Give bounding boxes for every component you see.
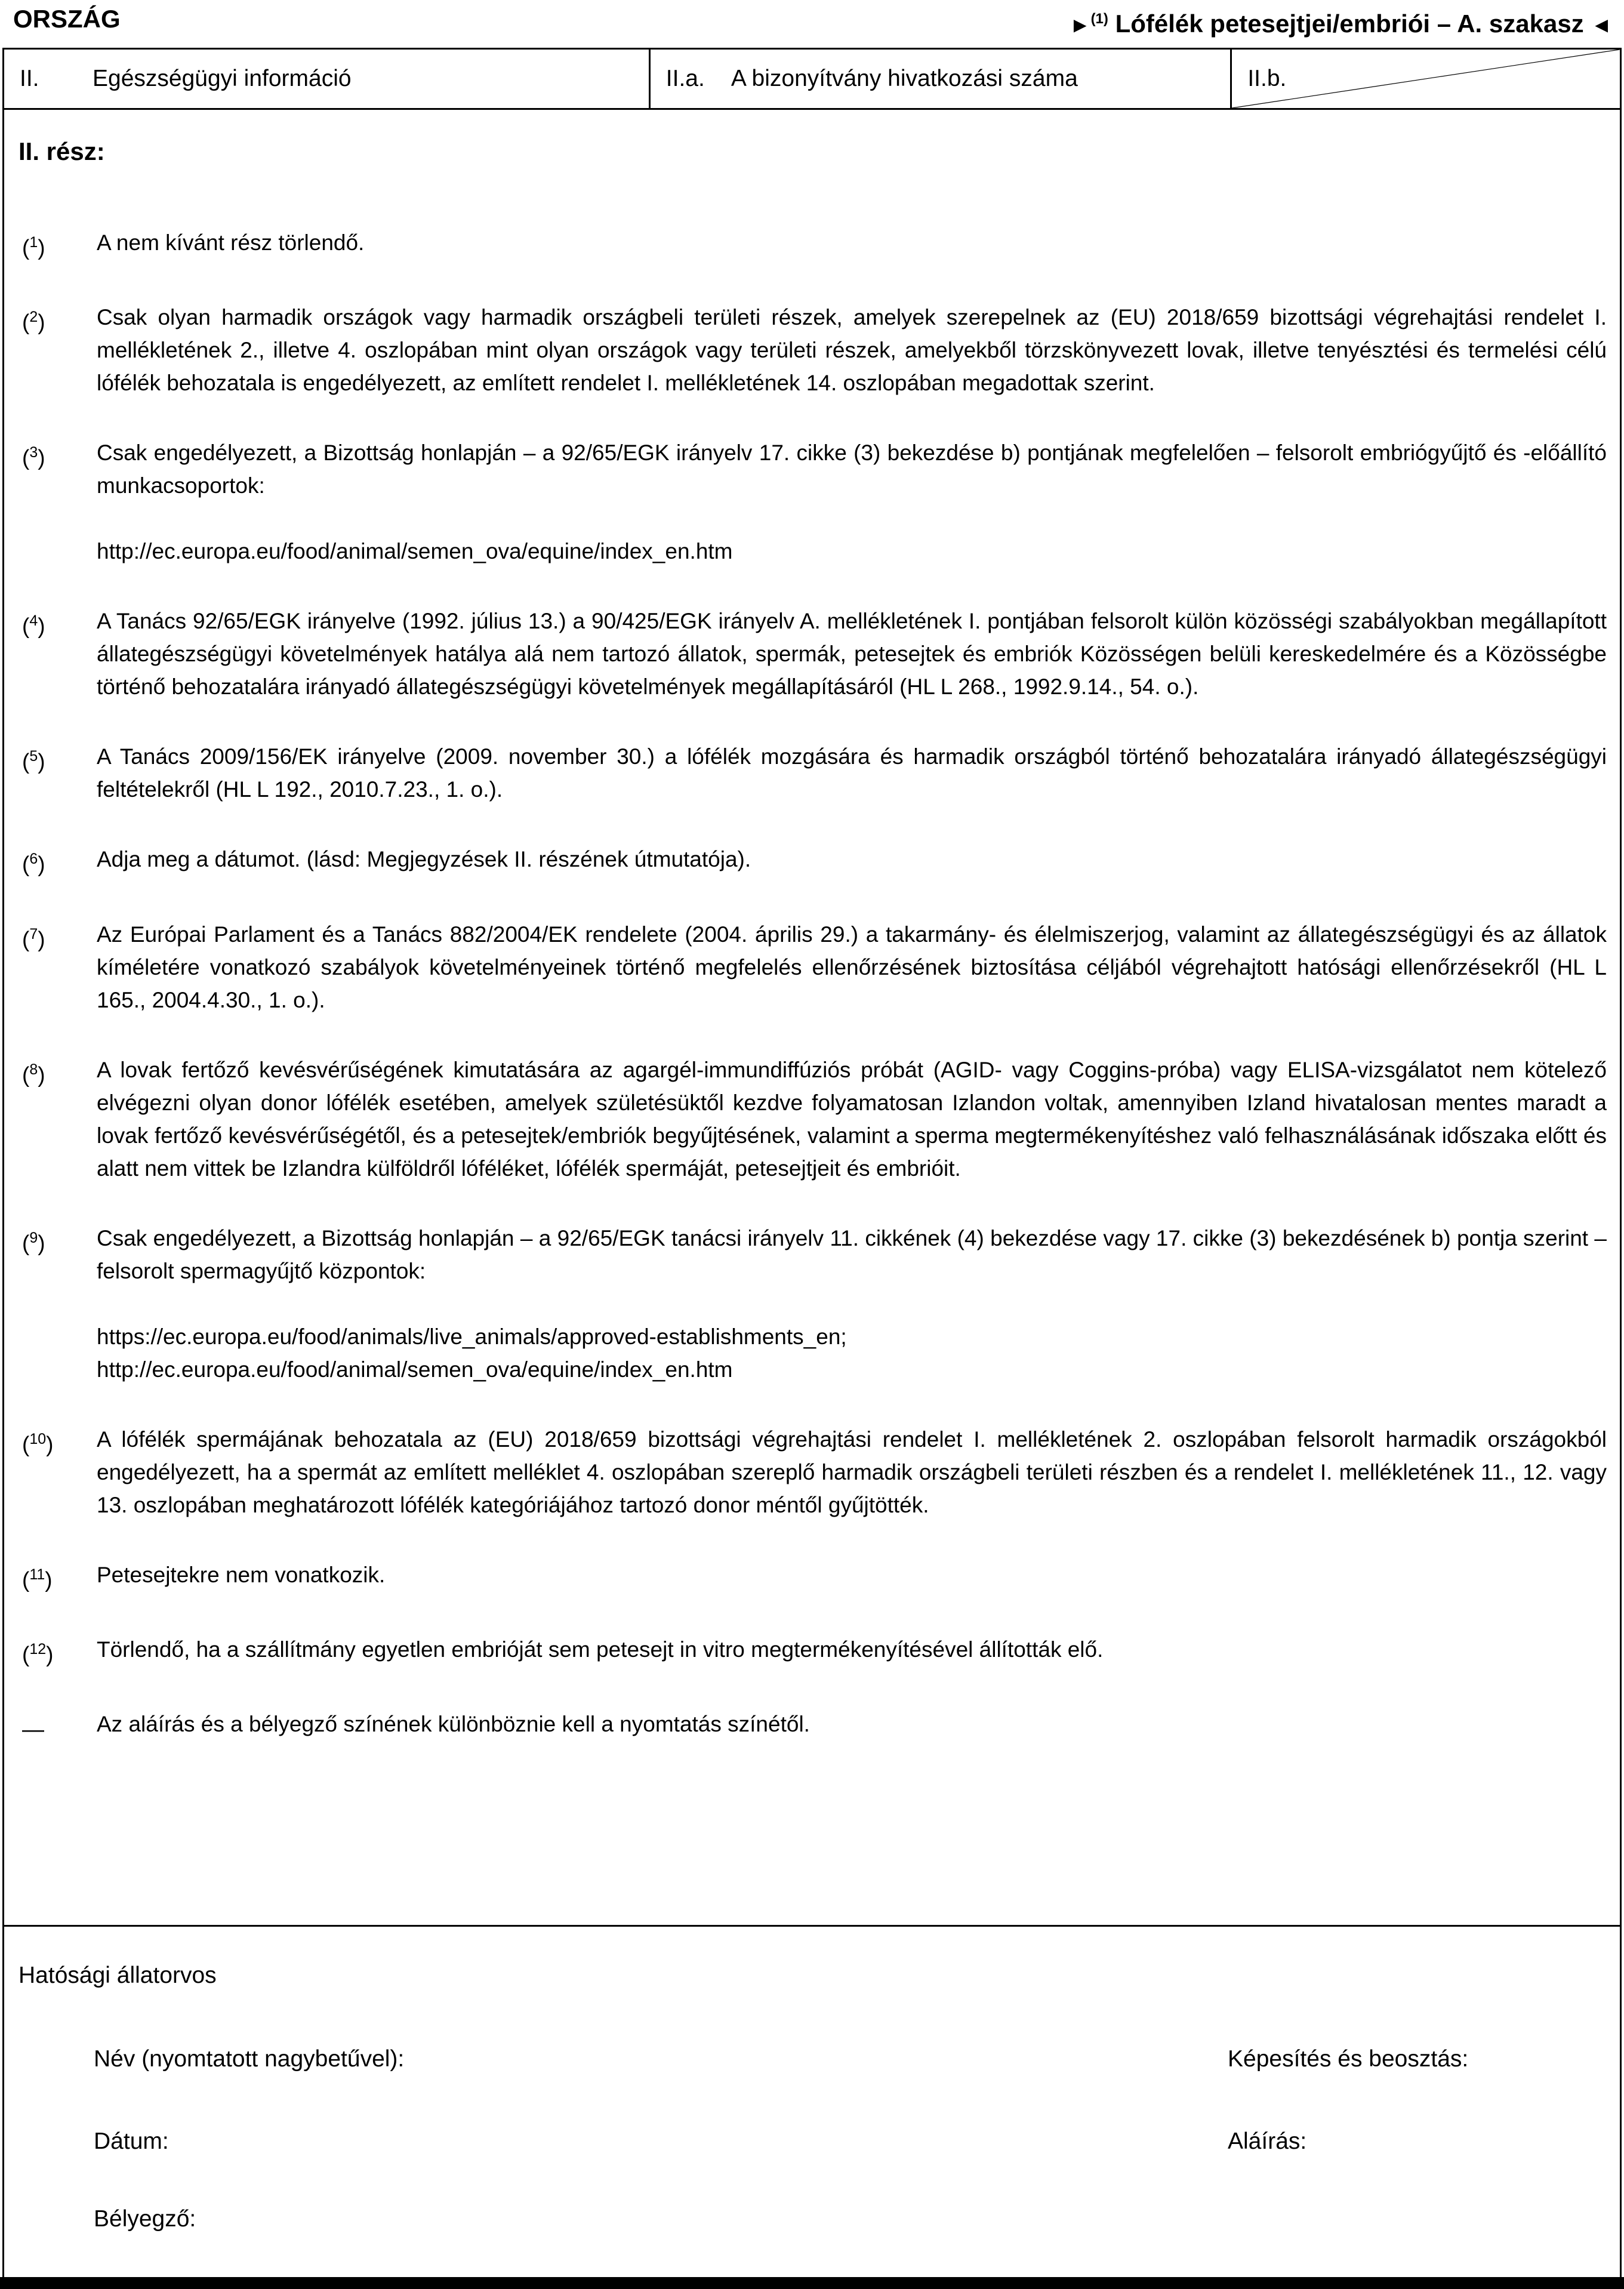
page-title	[1070, 4, 1612, 41]
health-info-label: Egészségügyi információ	[93, 66, 352, 91]
footnote-12-marker: ($^{12}$)	[22, 1640, 54, 1667]
vet-name-label: Név (nyomtatott nagybetűvel):	[94, 2046, 405, 2072]
footnote-2-marker: ($^2$)	[22, 309, 45, 335]
part-2-heading: II. rész:	[19, 137, 105, 165]
footnote-5	[22, 740, 1607, 806]
footnote-6-marker: ($^6$)	[22, 851, 45, 877]
footnote-12	[22, 1633, 1607, 1671]
vet-date-label: Dátum:	[94, 2128, 169, 2154]
footnote-11	[22, 1558, 1607, 1596]
official-veterinarian-section	[2, 1925, 1622, 2277]
footnote-12-text: Törlendő, ha a szállítmány egyetlen embrióját sem petesejt in vitro megtermékenyítésével állították elő.	[97, 1637, 1104, 1662]
vet-stamp-label: Bélyegző:	[94, 2206, 196, 2232]
amendment-open-arrow-icon: ►	[1069, 13, 1091, 37]
footnote-1	[22, 226, 1607, 264]
amendment-ref: (1)	[1090, 11, 1108, 27]
footnote-5-text: A Tanács 2009/156/EK irányelve (2009. november 30.) a lófélék mozgására és harmadik országból történő behozatalára irányadó állategészségügyi feltételekről (HL L 192., 2010.7.23., 1. o.).	[97, 744, 1607, 802]
footnote-dash-marker: —	[22, 1717, 44, 1742]
footnote-11-text: Petesejtekre nem vonatkozik.	[97, 1562, 386, 1587]
footnote-10-marker: ($^{10}$)	[22, 1430, 54, 1456]
footnote-7-marker: ($^7$)	[22, 925, 45, 951]
certificate-ref-label: A bizonyítvány hivatkozási száma	[731, 66, 1078, 91]
footnote-3-marker: ($^3$)	[22, 444, 45, 470]
iib-label: II.b.	[1247, 66, 1287, 91]
vet-signature-label: Aláírás:	[1228, 2128, 1307, 2154]
health-info-number: II.	[20, 66, 39, 91]
footnote-9-text: Csak engedélyezett, a Bizottság honlapján – a 92/65/EGK tanácsi irányelv 11. cikkének (4) bekezdése vagy 17. cikke (3) bekezdésének b) pontja szerint – felsorolt spermagyűjtő központok:	[97, 1225, 1607, 1283]
certificate-header-table	[2, 48, 1622, 110]
footnote-8-marker: ($^8$)	[22, 1061, 45, 1087]
footnote-7	[22, 918, 1607, 1016]
footnote-dash-text: Az aláírás és a bélyegző színének különböznie kell a nyomtatás színétől.	[97, 1712, 810, 1737]
footnote-4-marker: ($^4$)	[22, 612, 45, 639]
page-header	[13, 4, 1612, 41]
footnote-4-text: A Tanács 92/65/EGK irányelve (1992. július 13.) a 90/425/EGK irányelv A. mellékletének I. pontjában felsorolt külön közösségi szabályokban megállapított állategészségügyi követelmények hatálya alá nem tartozó állatok, spermák, petesejtek és embriók Közösségen belüli kereskedelmére és a Közösségbe történő behozatalára irányadó állategészségügyi követelmények megállapításáról (HL L 268., 1992.9.14., 54. o.).	[97, 609, 1607, 700]
vet-section-title: Hatósági állatorvos	[19, 1963, 217, 1988]
page-title-text: Lófélék petesejtjei/embriói – A. szakasz	[1115, 10, 1584, 38]
footnote-9-body	[97, 1222, 1607, 1386]
footnote-6-text: Adja meg a dátumot. (lásd: Megjegyzések II. részének útmutatója).	[97, 847, 751, 872]
certificate-ref-number: II.a.	[665, 66, 705, 91]
amendment-close-arrow-icon: ◄	[1591, 13, 1612, 37]
footnote-8-text: A lovak fertőző kevésvérűségének kimutatására az agargél-immundiffúziós próbát (AGID- vagy Coggins-próba) vagy ELISA-vizsgálatot nem kötelező elvégezni olyan donor lófélék esetében, amelyek születésüktől kezdve folyamatosan Izlandon voltak, amennyiben Izland hivatalosan mentes maradt a lovak fertőző kevésvérűségétől, és a petesejtek/embriók begyűjtésének, valamint a sperma megtermékenyítéshez való felhasználásának időszaka előtt és alatt nem vittek be Izlandra külföldről lóféléket, lófélék spermáját, petesejtjeit és embrióit.	[97, 1057, 1607, 1181]
page-bottom-rule	[0, 2277, 1624, 2289]
footnote-3-body	[97, 436, 1607, 568]
footnote-10-text: A lófélék spermájának behozatala az (EU) 2018/659 bizottsági végrehajtási rendelet I. mellékletének 2. oszlopában felsorolt harmadik országokból engedélyezett, ha a spermát az említett melléklet 4. oszlopában szereplő harmadik országbeli területi részben és a rendelet I. mellékletének 11., 12. vagy 13. oszlopában meghatározott lófélék kategóriájához tartozó donor méntől gyűjtötték.	[97, 1427, 1607, 1517]
iib-cell	[1232, 50, 1620, 108]
footnote-3	[22, 436, 1607, 568]
footnote-6	[22, 843, 1607, 880]
country-label: ORSZÁG	[13, 5, 121, 33]
footnote-9	[22, 1222, 1607, 1386]
vet-qualification-label: Képesítés és beosztás:	[1228, 2046, 1469, 2072]
footnote-dash	[22, 1708, 1607, 1745]
footnote-4	[22, 605, 1607, 703]
health-info-cell	[4, 50, 651, 108]
footnote-list	[22, 226, 1607, 1746]
diagonal-strikethrough-line	[1232, 50, 1620, 108]
footnote-9-marker: ($^9$)	[22, 1229, 45, 1255]
footnote-7-text: Az Európai Parlament és a Tanács 882/2004/EK rendelete (2004. április 29.) a takarmány- és élelmiszerjog, valamint az állategészségügyi és az állatok kíméletére vonatkozó szabályok követelményeinek történő megfelelés ellenőrzésének biztosítása céljából végrehajtott hatósági ellenőrzésekről (HL L 165., 2004.4.30., 1. o.).	[97, 922, 1607, 1012]
footnote-10	[22, 1423, 1607, 1521]
footnote-9-url-2: http://ec.europa.eu/food/animal/semen_ova/equine/index_en.htm	[97, 1357, 733, 1382]
footnote-5-marker: ($^5$)	[22, 748, 45, 774]
footnote-11-marker: ($^{11}$)	[22, 1566, 53, 1592]
footnote-1-marker: ($^1$)	[22, 234, 45, 260]
footnote-8	[22, 1053, 1607, 1185]
footnote-2	[22, 301, 1607, 399]
certificate-ref-cell	[651, 50, 1232, 108]
footnote-2-text: Csak olyan harmadik országok vagy harmadik országbeli területi részek, amelyek szerepelnek az (EU) 2018/659 bizottsági végrehajtási rendelet I. mellékletének 2., illetve 4. oszlopában mint olyan országok vagy területi részek, amelyekből törzskönyvezett lovak, illetve tenyésztési és termelési célú lófélék behozatala is engedélyezett, az említett rendelet I. mellékletének 14. oszlopában megadottak szerint.	[97, 305, 1607, 396]
footnote-1-text: A nem kívánt rész törlendő.	[97, 230, 365, 255]
footnote-3-text: Csak engedélyezett, a Bizottság honlapján – a 92/65/EGK irányelv 17. cikke (3) bekezdése b) pontjának megfelelően – felsorolt embriógyűjtő és -előállító munkacsoportok:	[97, 440, 1607, 498]
part-2-section	[2, 110, 1622, 1925]
footnote-9-url-1: https://ec.europa.eu/food/animals/live_animals/approved-establishments_en;	[97, 1324, 847, 1349]
footnote-3-url: http://ec.europa.eu/food/animal/semen_ova/equine/index_en.htm	[97, 539, 733, 564]
